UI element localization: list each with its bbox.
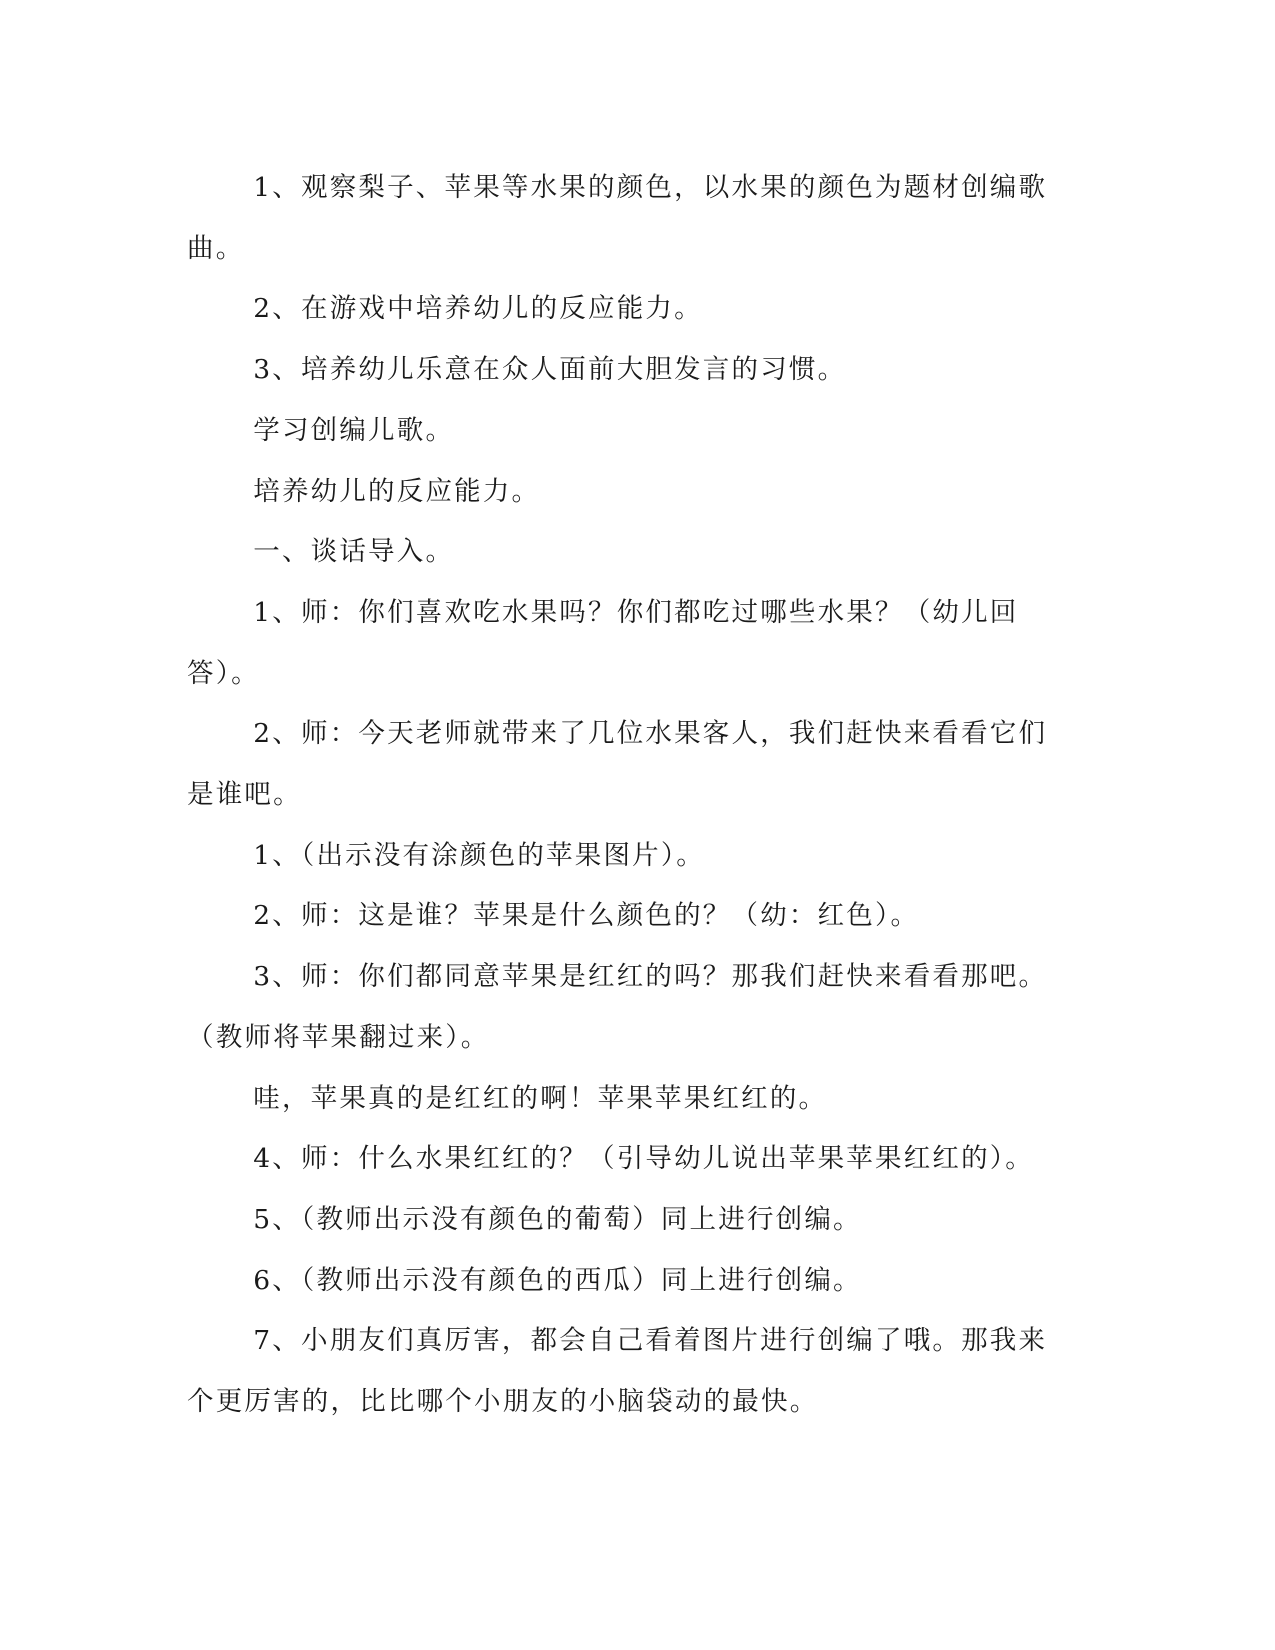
paragraph-apple-red: 哇，苹果真的是红红的啊！苹果苹果红红的。 xyxy=(253,1082,828,1114)
paragraph-apple-3: 3、师：你们都同意苹果是红红的吗？那我们赶快来看看那吧。 xyxy=(253,961,1048,993)
paragraph-step-6: 6、（教师出示没有颜色的西瓜）同上进行创编。 xyxy=(253,1264,862,1296)
paragraph-apple-1: 1、（出示没有涂颜色的苹果图片）。 xyxy=(253,839,706,871)
paragraph-difficulty: 培养幼儿的反应能力。 xyxy=(253,475,541,507)
paragraph-step-7: 7、小朋友们真厉害，都会自己看着图片进行创编了哦。那我来个更厉害的，比比哪个小朋友的小脑袋动的最快。 xyxy=(187,1325,1048,1418)
paragraph-step-2: 2、师：今天老师就带来了几位水果客人，我们赶快来看看它们是谁吧。 xyxy=(187,718,1048,811)
document-page xyxy=(187,158,1062,1433)
paragraph-objective-1: 1、观察梨子、苹果等水果的颜色，以水果的颜色为题材创编歌曲。 xyxy=(187,172,1048,264)
paragraph-key-point: 学习创编儿歌。 xyxy=(253,414,455,446)
paragraph-objective-2: 2、在游戏中培养幼儿的反应能力。 xyxy=(253,293,703,325)
paragraph-step-5: 5、（教师出示没有颜色的葡萄）同上进行创编。 xyxy=(253,1203,862,1235)
paragraph-section-heading: 一、谈话导入。 xyxy=(253,536,455,568)
paragraph-apple-2: 2、师：这是谁？苹果是什么颜色的？（幼：红色）。 xyxy=(253,900,920,932)
paragraph-apple-flip: （教师将苹果翻过来）。 xyxy=(187,1021,490,1053)
paragraph-step-1: 1、师：你们喜欢吃水果吗？你们都吃过哪些水果？（幼儿回答）。 xyxy=(187,596,1019,689)
paragraph-objective-3: 3、培养幼儿乐意在众人面前大胆发言的习惯。 xyxy=(253,354,847,386)
paragraph-step-4: 4、师：什么水果红红的？（引导幼儿说出苹果苹果红红的）。 xyxy=(253,1143,1034,1175)
